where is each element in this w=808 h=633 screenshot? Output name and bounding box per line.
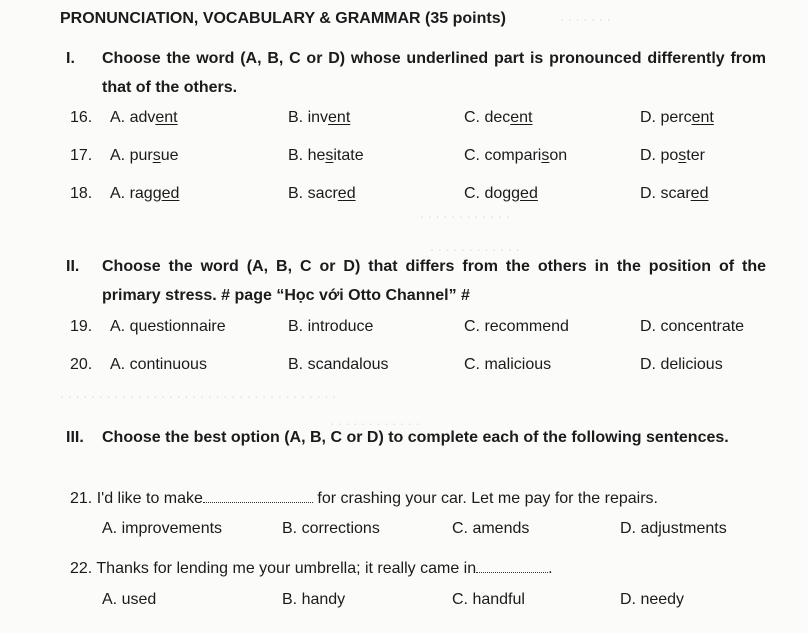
option-c[interactable]: C. recommend bbox=[464, 318, 569, 335]
option-d[interactable]: D. needy bbox=[620, 591, 685, 608]
question-number: 17. bbox=[70, 147, 93, 164]
answer-blank[interactable] bbox=[203, 488, 313, 503]
option-b[interactable]: B. corrections bbox=[282, 520, 380, 537]
page-title: PRONUNCIATION, VOCABULARY & GRAMMAR (35 points) bbox=[60, 10, 506, 27]
question-number: 20. bbox=[70, 356, 93, 373]
section-number: II. bbox=[66, 258, 80, 275]
show-through-text: . . . . . . . . . . . . bbox=[420, 205, 510, 221]
underlined-part: ent bbox=[328, 109, 351, 126]
section-text: Choose the word (A, B, C or D) that differs from the others in the position of the primary stress. # page “Học với Otto Channel” # bbox=[102, 258, 766, 304]
question-16 bbox=[0, 109, 808, 133]
question-20 bbox=[0, 356, 808, 380]
show-through-text: . . . . . . . . . . . . bbox=[330, 412, 420, 428]
option-d[interactable]: D. scared bbox=[640, 185, 709, 202]
option-c[interactable]: C. comparison bbox=[464, 147, 568, 164]
underlined-part: ed bbox=[161, 185, 180, 202]
option-a[interactable]: A. used bbox=[102, 591, 157, 608]
option-b[interactable]: B. introduce bbox=[288, 318, 374, 335]
section-3-instruction bbox=[66, 423, 766, 452]
underlined-part: ent bbox=[691, 109, 714, 126]
option-c[interactable]: C. dogged bbox=[464, 185, 538, 202]
option-b[interactable]: B. handy bbox=[282, 591, 346, 608]
underlined-part: s bbox=[678, 147, 687, 164]
section-number: III. bbox=[66, 429, 84, 446]
option-b[interactable]: B. hesitate bbox=[288, 147, 364, 164]
question-number: 18. bbox=[70, 185, 93, 202]
show-through-text: . . . . . . . . . . . . bbox=[430, 238, 520, 254]
underlined-part: s bbox=[325, 147, 334, 164]
option-c[interactable]: C. decent bbox=[464, 109, 533, 126]
underlined-part: s bbox=[152, 147, 161, 164]
underlined-part: s bbox=[541, 147, 550, 164]
option-d[interactable]: D. delicious bbox=[640, 356, 723, 373]
underlined-part: ent bbox=[510, 109, 533, 126]
question-number: 21. bbox=[70, 490, 93, 507]
underlined-part: ent bbox=[155, 109, 178, 126]
question-22-options bbox=[0, 591, 808, 615]
question-number: 19. bbox=[70, 318, 93, 335]
section-text: Choose the word (A, B, C or D) whose underlined part is pronounced differently from that of the others. bbox=[102, 50, 766, 96]
question-21-sentence bbox=[70, 488, 658, 508]
option-c[interactable]: C. amends bbox=[452, 520, 530, 537]
option-c[interactable]: C. handful bbox=[452, 591, 525, 608]
option-a[interactable]: A. continuous bbox=[110, 356, 207, 373]
question-17 bbox=[0, 147, 808, 171]
sentence-start: Thanks for lending me your umbrella; it really came in bbox=[96, 560, 477, 577]
option-b[interactable]: B. sacred bbox=[288, 185, 356, 202]
question-21-options bbox=[0, 520, 808, 544]
section-number: I. bbox=[66, 50, 75, 67]
question-18 bbox=[0, 185, 808, 209]
underlined-part: ed bbox=[690, 185, 709, 202]
sentence-end: for crashing your car. Let me pay for the repairs. bbox=[312, 490, 658, 507]
section-2-instruction bbox=[66, 252, 766, 310]
show-through-text: . . . . . . . bbox=[560, 8, 611, 24]
option-a[interactable]: A. questionnaire bbox=[110, 318, 226, 335]
option-d[interactable]: D. concentrate bbox=[640, 318, 745, 335]
option-a[interactable]: A. advent bbox=[110, 109, 178, 126]
option-b[interactable]: B. invent bbox=[288, 109, 351, 126]
sentence-end: . bbox=[548, 560, 553, 577]
section-1-instruction bbox=[66, 44, 766, 102]
option-b[interactable]: B. scandalous bbox=[288, 356, 389, 373]
option-a[interactable]: A. ragged bbox=[110, 185, 180, 202]
sentence-start: I'd like to make bbox=[96, 490, 203, 507]
question-19 bbox=[0, 318, 808, 342]
option-a[interactable]: A. improvements bbox=[102, 520, 223, 537]
question-number: 22. bbox=[70, 560, 93, 577]
option-d[interactable]: D. adjustments bbox=[620, 520, 727, 537]
show-through-text: . . . . . . . . . . . . . . . . . . . . . . . . . . . . . . . . . . . . bbox=[60, 385, 337, 401]
question-22-sentence bbox=[70, 558, 553, 578]
section-text: Choose the best option (A, B, C or D) to complete each of the following sentences. bbox=[102, 429, 729, 446]
option-d[interactable]: D. poster bbox=[640, 147, 705, 164]
underlined-part: ed bbox=[337, 185, 356, 202]
option-a[interactable]: A. pursue bbox=[110, 147, 179, 164]
question-number: 16. bbox=[70, 109, 93, 126]
option-c[interactable]: C. malicious bbox=[464, 356, 552, 373]
option-d[interactable]: D. percent bbox=[640, 109, 714, 126]
answer-blank[interactable] bbox=[476, 558, 548, 573]
underlined-part: ed bbox=[520, 185, 538, 202]
